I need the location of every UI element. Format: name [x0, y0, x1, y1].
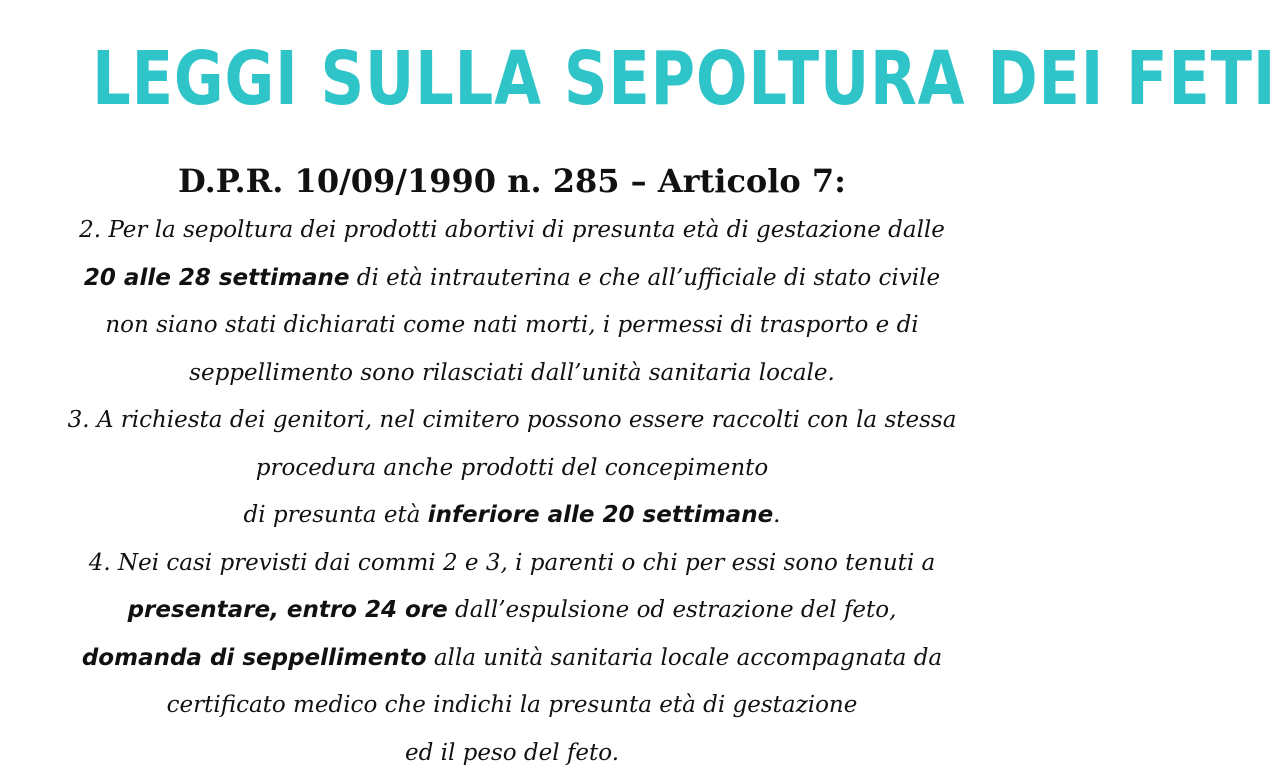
text-segment: seppellimento sono rilasciati dall’unità sanitaria locale.: [189, 360, 835, 386]
article-body: [0, 207, 1024, 777]
text-line: [0, 445, 1024, 493]
text-segment: certificato medico che indichi la presunta età di gestazione: [167, 692, 858, 718]
text-segment: ed il peso del feto.: [405, 740, 619, 766]
text-line: [0, 397, 1024, 445]
text-segment: di presunta età: [244, 502, 428, 528]
text-segment: procedura anche prodotti del concepimento: [256, 455, 768, 481]
text-segment: .: [773, 502, 780, 528]
text-segment: alla unità sanitaria locale accompagnata da: [427, 645, 943, 671]
text-line: [0, 255, 1024, 303]
emphasized-text: presentare, entro 24 ore: [128, 597, 448, 623]
emphasized-text: inferiore alle 20 settimane: [428, 502, 773, 528]
text-line: [0, 635, 1024, 683]
article-heading: D.P.R. 10/09/1990 n. 285 – Articolo 7:: [0, 160, 1024, 202]
text-segment: di età intrauterina e che all’ufficiale di stato civile: [349, 265, 940, 291]
emphasized-text: domanda di seppellimento: [82, 645, 427, 671]
text-line: [0, 540, 1024, 588]
emphasized-text: 20 alle 28 settimane: [84, 265, 350, 291]
text-line: [0, 207, 1024, 255]
text-segment: dall’espulsione od estrazione del feto,: [448, 597, 897, 623]
text-line: [0, 350, 1024, 398]
text-line: [0, 302, 1024, 350]
text-line: [0, 587, 1024, 635]
text-segment: 3. A richiesta dei genitori, nel cimitero possono essere raccolti con la stessa: [68, 407, 957, 433]
text-line: [0, 730, 1024, 777]
text-segment: 2. Per la sepoltura dei prodotti abortivi di presunta età di gestazione dalle: [79, 217, 945, 243]
text-segment: 4. Nei casi previsti dai commi 2 e 3, i parenti o chi per essi sono tenuti a: [89, 550, 936, 576]
text-segment: non siano stati dichiarati come nati morti, i permessi di trasporto e di: [105, 312, 918, 338]
text-line: [0, 492, 1024, 540]
page-title: LEGGI SULLA SEPOLTURA DEI FETI: [92, 34, 932, 124]
text-line: [0, 682, 1024, 730]
